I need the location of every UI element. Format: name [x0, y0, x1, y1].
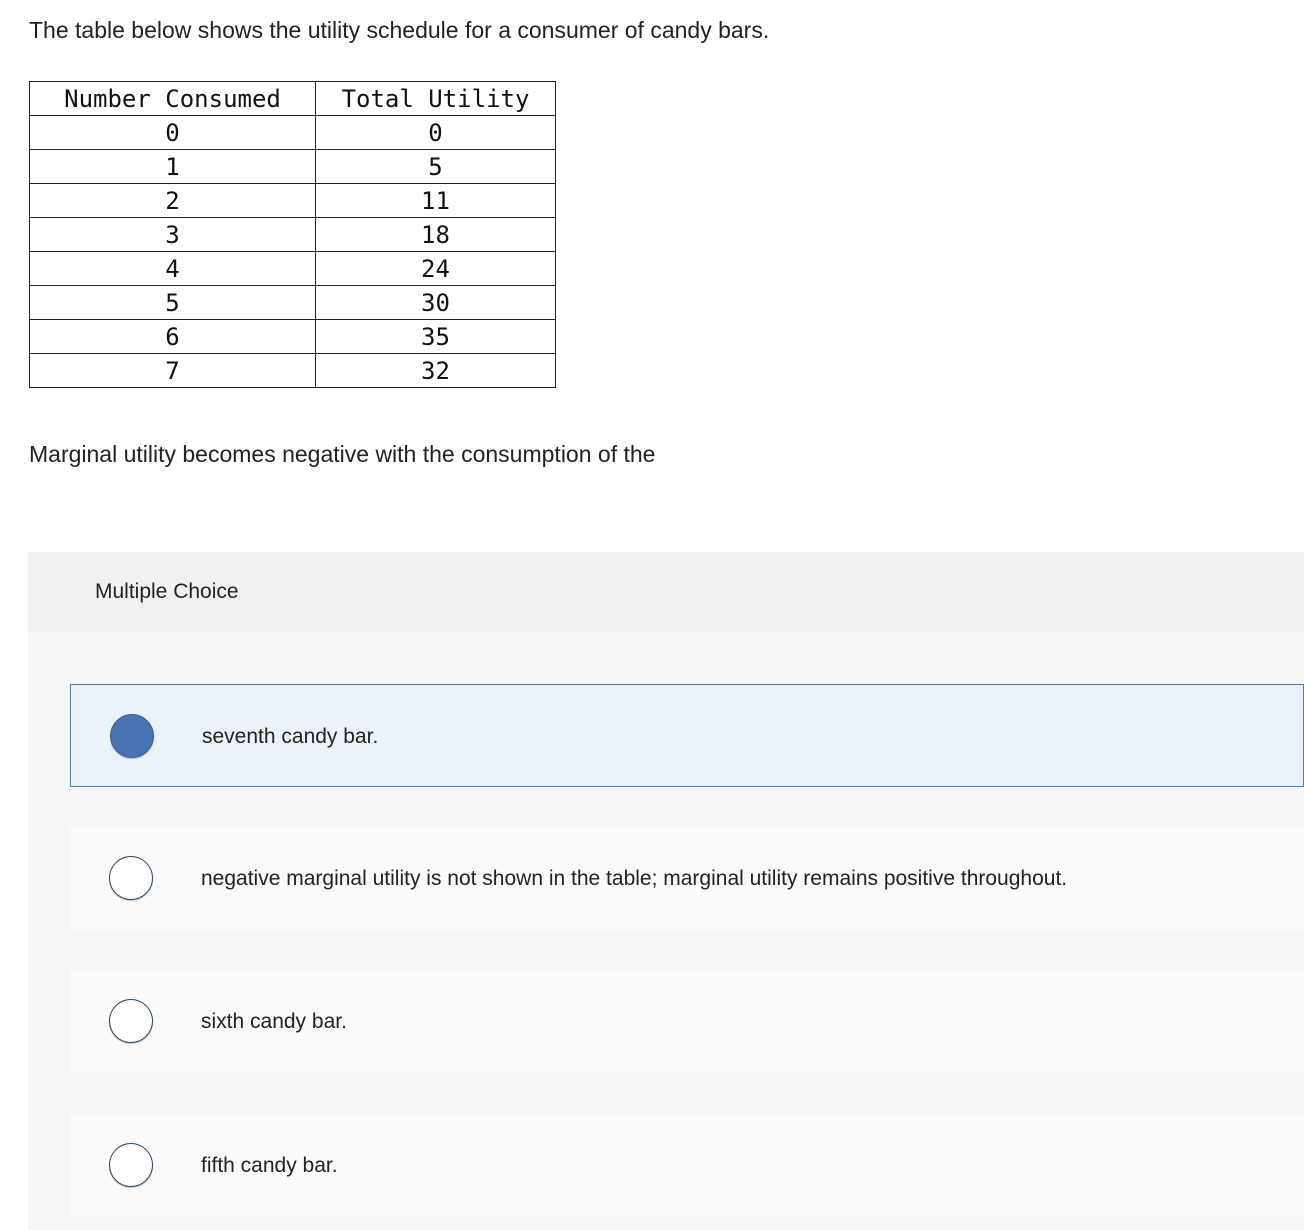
utility-table	[29, 81, 556, 388]
column-header-number-consumed: Number Consumed	[30, 82, 316, 116]
total-utility-cell: 18	[316, 218, 556, 252]
choice-label: sixth candy bar.	[201, 1010, 347, 1033]
multiple-choice-panel	[28, 552, 1304, 1230]
multiple-choice-header	[28, 552, 1304, 632]
table-row	[30, 116, 556, 150]
table-row	[30, 150, 556, 184]
table-row	[30, 320, 556, 354]
choice-label: seventh candy bar.	[202, 725, 379, 748]
number-consumed-cell: 6	[30, 320, 316, 354]
intro-text: The table below shows the utility schedule for a consumer of candy bars.	[29, 17, 770, 43]
choice-option-fifth[interactable]	[70, 1114, 1304, 1217]
table-header-row	[30, 82, 556, 116]
multiple-choice-label: Multiple Choice	[95, 580, 239, 603]
total-utility-cell: 11	[316, 184, 556, 218]
choice-option-not-shown[interactable]	[70, 827, 1304, 930]
number-consumed-cell: 2	[30, 184, 316, 218]
number-consumed-cell: 7	[30, 354, 316, 388]
table-row	[30, 252, 556, 286]
radio-button[interactable]	[109, 999, 153, 1043]
radio-button[interactable]	[109, 1143, 153, 1187]
total-utility-cell: 0	[316, 116, 556, 150]
column-header-total-utility: Total Utility	[316, 82, 556, 116]
number-consumed-cell: 1	[30, 150, 316, 184]
total-utility-cell: 32	[316, 354, 556, 388]
radio-button[interactable]	[109, 856, 153, 900]
choice-label: fifth candy bar.	[201, 1154, 338, 1177]
table-row	[30, 286, 556, 320]
total-utility-cell: 30	[316, 286, 556, 320]
total-utility-cell: 5	[316, 150, 556, 184]
choice-label: negative marginal utility is not shown in the table; marginal utility remains positive throughout.	[201, 867, 1068, 890]
total-utility-cell: 24	[316, 252, 556, 286]
radio-button-selected[interactable]	[110, 714, 154, 758]
table-row	[30, 218, 556, 252]
number-consumed-cell: 4	[30, 252, 316, 286]
total-utility-cell: 35	[316, 320, 556, 354]
question-text: Marginal utility becomes negative with the consumption of the	[29, 441, 656, 467]
choice-option-sixth[interactable]	[70, 970, 1304, 1073]
number-consumed-cell: 3	[30, 218, 316, 252]
table-row	[30, 184, 556, 218]
number-consumed-cell: 5	[30, 286, 316, 320]
table-row	[30, 354, 556, 388]
number-consumed-cell: 0	[30, 116, 316, 150]
choice-option-seventh[interactable]	[70, 684, 1304, 787]
